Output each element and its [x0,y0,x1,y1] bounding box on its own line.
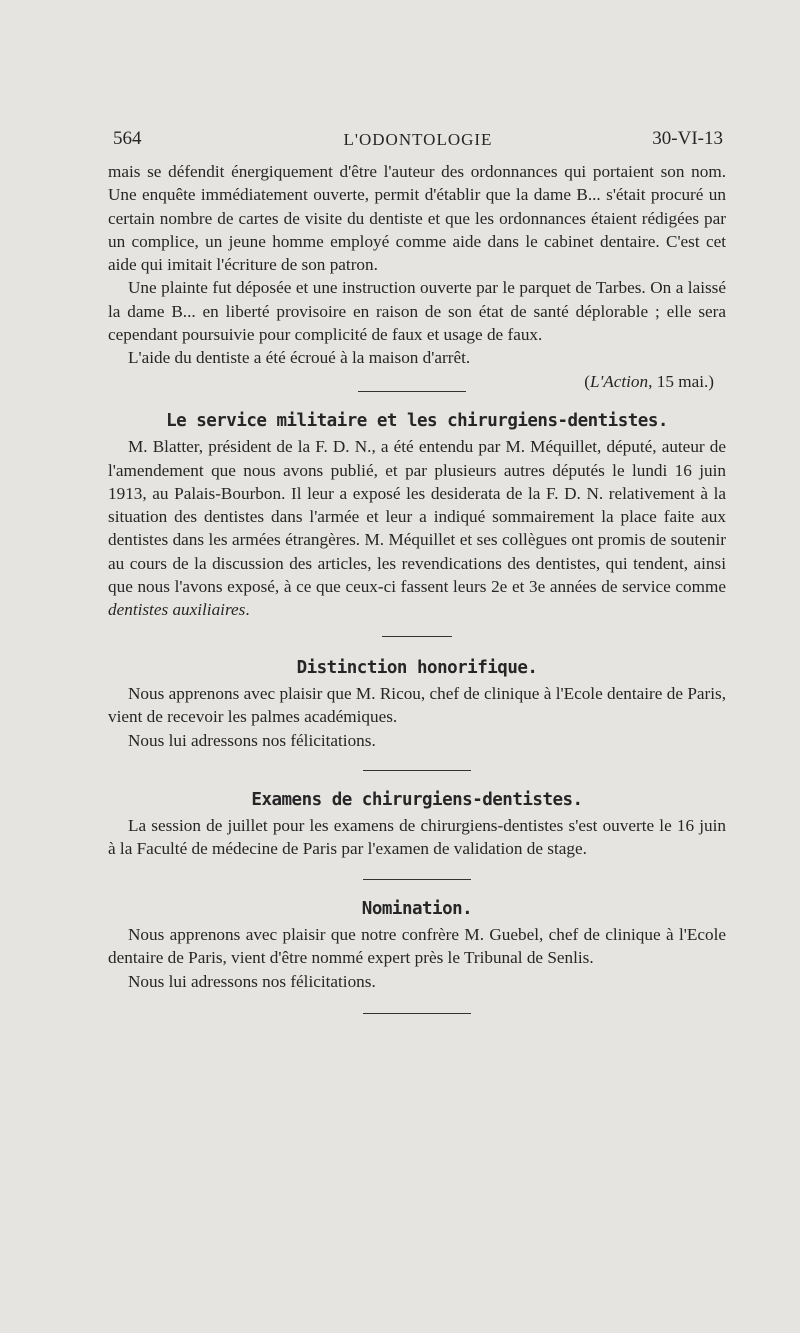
source-name: L'Action [590,371,649,391]
issue-date: 30-VI-13 [652,128,723,149]
section-heading-distinction: Distinction honorifique. [296,657,538,678]
page-number: 564 [113,128,142,149]
running-header [113,128,723,154]
intro-paragraph-2: Une plainte fut déposée et une instruction ouverte par le parquet de Tarbes. On a laissé la dame B... en liberté provisoire en raison de son état de santé déplorable ; elle sera cependant poursuivie pour complicité de faux et usage de faux. [108,278,726,345]
section-heading-military: Le service militaire et les chirurgiens-dentistes. [166,410,668,431]
distinction-paragraph-2: Nous lui adressons nos félicitations. [128,730,376,750]
intro-paragraph-1: mais se défendit énergiquement d'être l'auteur des ordonnances qui portaient son nom. Une enquête immédiatement ouverte, permit d'établir que la dame B... s'était procuré un certain nombre de cartes de visite du dentiste et que les ordonnances étaient rédigées par un complice, un jeune homme employé comme aide dans le cabinet dentaire. C'est cet aide qui imitait l'écriture de son patron. [108,162,726,275]
distinction-paragraph-1: Nous apprenons avec plaisir que M. Ricou, chef de clinique à l'Ecole dentaire de Paris, vient de recevoir les palmes académiques. [108,683,726,727]
section-heading-exams: Examens de chirurgiens-dentistes. [251,789,583,810]
section-divider [382,636,452,637]
section-divider [363,770,471,771]
exams-paragraph-1: La session de juillet pour les examens de chirurgiens-dentistes s'est ouverte le 16 juin à la Faculté de médecine de Paris par l'examen de validation de stage. [108,816,726,859]
nomination-paragraph-2: Nous lui adressons nos félicitations. [128,971,376,991]
section-divider [363,879,471,880]
intro-paragraph-3: L'aide du dentiste a été écroué à la maison d'arrêt. [128,348,471,368]
journal-title: L'ODONTOLOGIE [343,130,493,149]
source-citation: (L'Action, 15 mai.) [584,371,714,391]
section-heading-nomination: Nomination. [361,898,473,919]
section-divider [358,391,466,392]
section-divider [363,1013,471,1014]
source-date: , 15 mai.) [648,371,714,391]
nomination-paragraph-1: Nous apprenons avec plaisir que notre confrère M. Guebel, chef de clinique à l'Ecole dentaire de Paris, vient d'être nommé expert près le Tribunal de Senlis. [108,925,726,968]
article-body [108,160,726,1014]
italic-term: dentistes auxiliaires [108,600,246,620]
military-paragraph: M. Blatter, président de la F. D. N., a été entendu par M. Méquillet, député, auteur de l'amendement que nous avons publié, et par plusieurs autres députés le lundi 16 juin 1913, au Palais-Bourbon. Il leur a exposé les desiderata de la F. D. N. relativement à la situation des dentistes dans l'armée et leur a indiqué sommairement la place faite aux dentistes dans les armées étrangères. M. Méquillet et ses collègues ont promis de soutenir au cours de la discussion des articles, les revendications des dentistes, qui tendent, ainsi que nous l'avons exposé, à ce que ceux-ci fassent leurs 2e et 3e années de service comme dentistes auxiliaires. [108,437,726,620]
